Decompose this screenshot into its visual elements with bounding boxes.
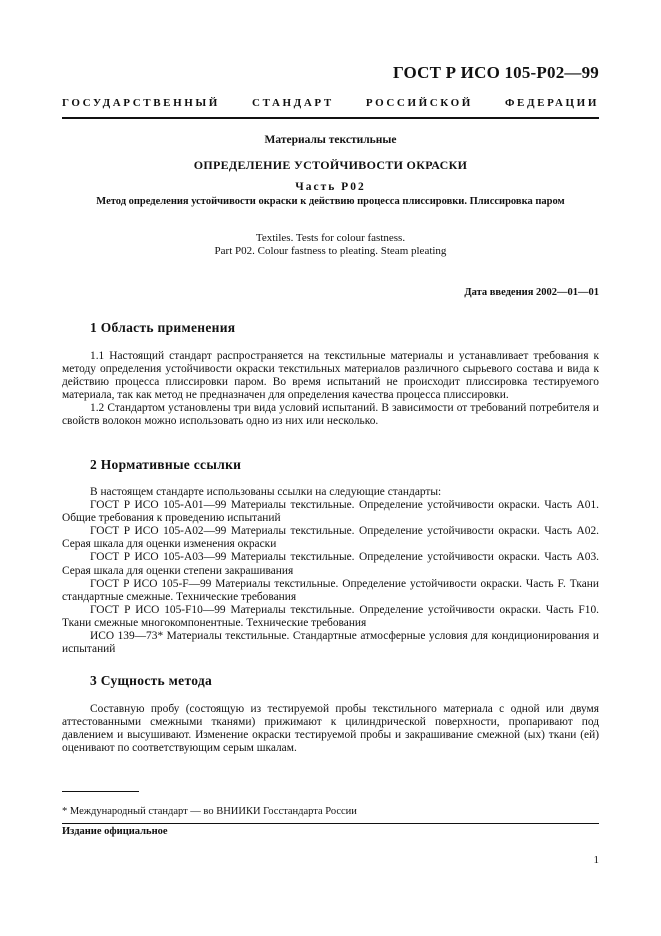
english-title-line2: Part P02. Colour fastness to pleating. Steam pleating bbox=[214, 245, 447, 257]
title-main: ОПРЕДЕЛЕНИЕ УСТОЙЧИВОСТИ ОКРАСКИ bbox=[193, 158, 468, 172]
english-title-line1: Textiles. Tests for colour fastness. bbox=[255, 232, 406, 244]
references-intro: В настоящем стандарте использованы ссылки на следующие стандарты: bbox=[90, 486, 442, 498]
edition-divider bbox=[62, 823, 599, 824]
introduction-date: Дата введения 2002—01—01 bbox=[464, 287, 599, 298]
title-part: Часть Р02 bbox=[295, 181, 366, 193]
footnote: * Международный стандарт — во ВНИИКИ Госстандарта России bbox=[62, 806, 357, 817]
section-1-heading: 1 Область применения bbox=[90, 320, 236, 335]
section-2-body bbox=[62, 486, 599, 656]
reference-item: ГОСТ Р ИСО 105-А02—99 Материалы текстильные. Определение устойчивости окраски. Часть А02. Серая шкала для оценки изменения окраски bbox=[62, 525, 599, 551]
reference-item: ГОСТ Р ИСО 105-А03—99 Материалы текстильные. Определение устойчивости окраски. Часть А03. Серая шкала для оценки степени закрашивания bbox=[62, 551, 599, 577]
section-3-heading: 3 Сущность метода bbox=[90, 673, 213, 688]
reference-item: ИСО 139—73* Материалы текстильные. Стандартные атмосферные условия для кондиционирования и испытаний bbox=[62, 630, 599, 656]
reference-item: ГОСТ Р ИСО 105-F—99 Материалы текстильные. Определение устойчивости окраски. Часть F. Ткани стандартные смежные. Технические требования bbox=[62, 577, 599, 603]
header-divider bbox=[62, 117, 599, 119]
reference-item: ГОСТ Р ИСО 105-F10—99 Материалы текстильные. Определение устойчивости окраски. Часть F10. Ткани смежные многокомпонентные. Технические требования bbox=[62, 603, 599, 629]
footnote-divider bbox=[62, 791, 139, 792]
state-standard-banner: ГОСУДАРСТВЕННЫЙ СТАНДАРТ РОССИЙСКОЙ ФЕДЕРАЦИИ bbox=[62, 97, 599, 109]
paragraph-1-2: 1.2 Стандартом установлены три вида условий испытаний. В зависимости от требований потребителя и свойств волокон можно использовать одно из них или несколько. bbox=[62, 402, 599, 428]
title-subject: Материалы текстильные bbox=[264, 134, 397, 146]
section-3-body bbox=[62, 703, 599, 755]
paragraph-3-1: Составную пробу (состоящую из тестируемой пробы текстильного материала с одной или двумя аттестованными смежными тканями) прижимают к цилиндрической поверхности, пропаривают под давлением и высушивают. Изменение окраски тестируемой пробы и закрашивание смежной (ых) ткани (ей) оценивают по соответствующим серым шкалам. bbox=[62, 703, 599, 755]
document-code: ГОСТ Р ИСО 105-Р02—99 bbox=[392, 63, 599, 82]
reference-item: ГОСТ Р ИСО 105-А01—99 Материалы текстильные. Определение устойчивости окраски. Часть А01. Общие требования к проведению испытаний bbox=[62, 499, 599, 525]
section-1-body bbox=[62, 350, 599, 429]
official-edition-label: Издание официальное bbox=[62, 826, 168, 837]
title-method: Метод определения устойчивости окраски к действию процесса плиссировки. Плиссировка паром bbox=[96, 196, 565, 207]
page-number: 1 bbox=[593, 854, 599, 866]
paragraph-1-1: 1.1 Настоящий стандарт распространяется на текстильные материалы и устанавливает требования к методу определения устойчивости окраски текстильных материалов различного сырьевого состава и вида к действию процесса плиссировки паром. Во время испытаний не происходит плиссировка тестируемого материала, так как метод не предназначен для определения качества процесса плиссировки. bbox=[62, 350, 599, 402]
section-2-heading: 2 Нормативные ссылки bbox=[90, 457, 242, 472]
